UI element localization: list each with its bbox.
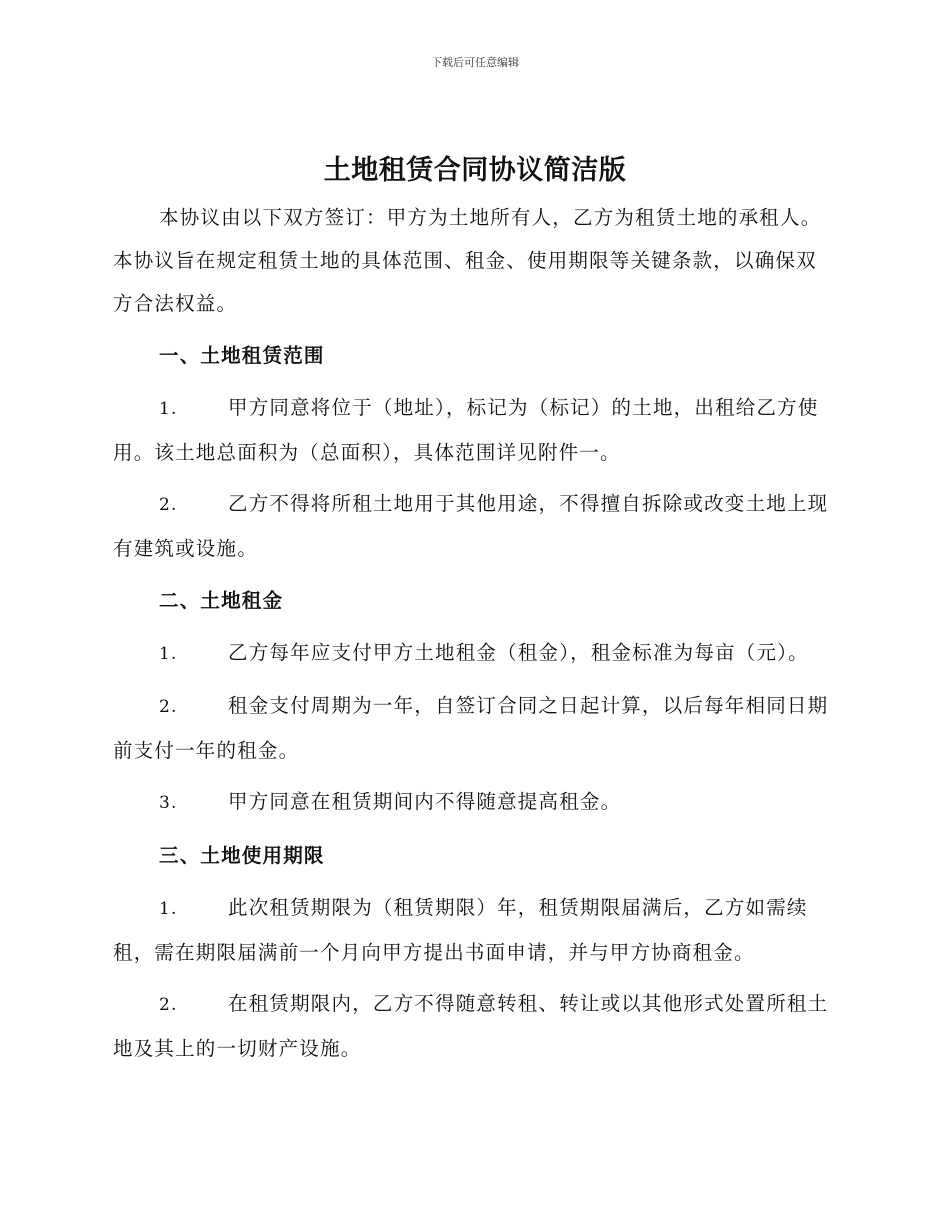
clause-number: 1. [159, 644, 178, 664]
clause-number: 2. [159, 995, 178, 1015]
clause-text: 此次租赁期限为（租赁期限）年，租赁期限届满后，乙方如需续租，需在期限届满前一个月向甲方提出书面申请，并与甲方协商租金。 [113, 896, 808, 964]
header-note: 下载后可任意编辑 [431, 56, 519, 69]
clause-text: 乙方每年应支付甲方土地租金（租金），租金标准为每亩（元）。 [228, 641, 809, 664]
section-term [113, 834, 833, 1070]
clause [113, 982, 833, 1070]
section-heading: 一、土地租赁范围 [159, 344, 325, 367]
clause [113, 482, 833, 570]
clause [113, 631, 833, 676]
clause [113, 684, 833, 772]
clause-number: 1. [159, 399, 178, 419]
clause-text: 在租赁期限内，乙方不得随意转租、转让或以其他形式处置所租土地及其上的一切财产设施。 [113, 992, 829, 1060]
clause [113, 386, 833, 474]
document-body [113, 196, 833, 1078]
intro-paragraph: 本协议由以下双方签订：甲方为土地所有人，乙方为租赁土地的承租人。本协议旨在规定租赁土地的具体范围、租金、使用期限等关键条款，以确保双方合法权益。 [113, 206, 822, 315]
document-title: 土地租赁合同协议简洁版 [323, 155, 627, 186]
section-heading: 三、土地使用期限 [159, 844, 325, 867]
section-heading: 二、土地租金 [159, 589, 284, 612]
clause-number: 2. [159, 495, 178, 515]
clause [113, 780, 833, 825]
clause-text: 甲方同意在租赁期间内不得随意提高租金。 [228, 790, 622, 813]
clause-text: 乙方不得将所租土地用于其他用途，不得擅自拆除或改变土地上现有建筑或设施。 [113, 492, 829, 560]
clause-number: 1. [159, 899, 178, 919]
clause-text: 租金支付周期为一年，自签订合同之日起计算，以后每年相同日期前支付一年的租金。 [113, 694, 829, 762]
clause-text: 甲方同意将位于（地址），标记为（标记）的土地，出租给乙方使用。该土地总面积为（总面积），具体范围详见附件一。 [113, 396, 819, 464]
clause-number: 2. [159, 697, 178, 717]
clause-number: 3. [159, 793, 178, 813]
section-rent [113, 579, 833, 825]
section-scope [113, 334, 833, 570]
clause [113, 886, 833, 974]
